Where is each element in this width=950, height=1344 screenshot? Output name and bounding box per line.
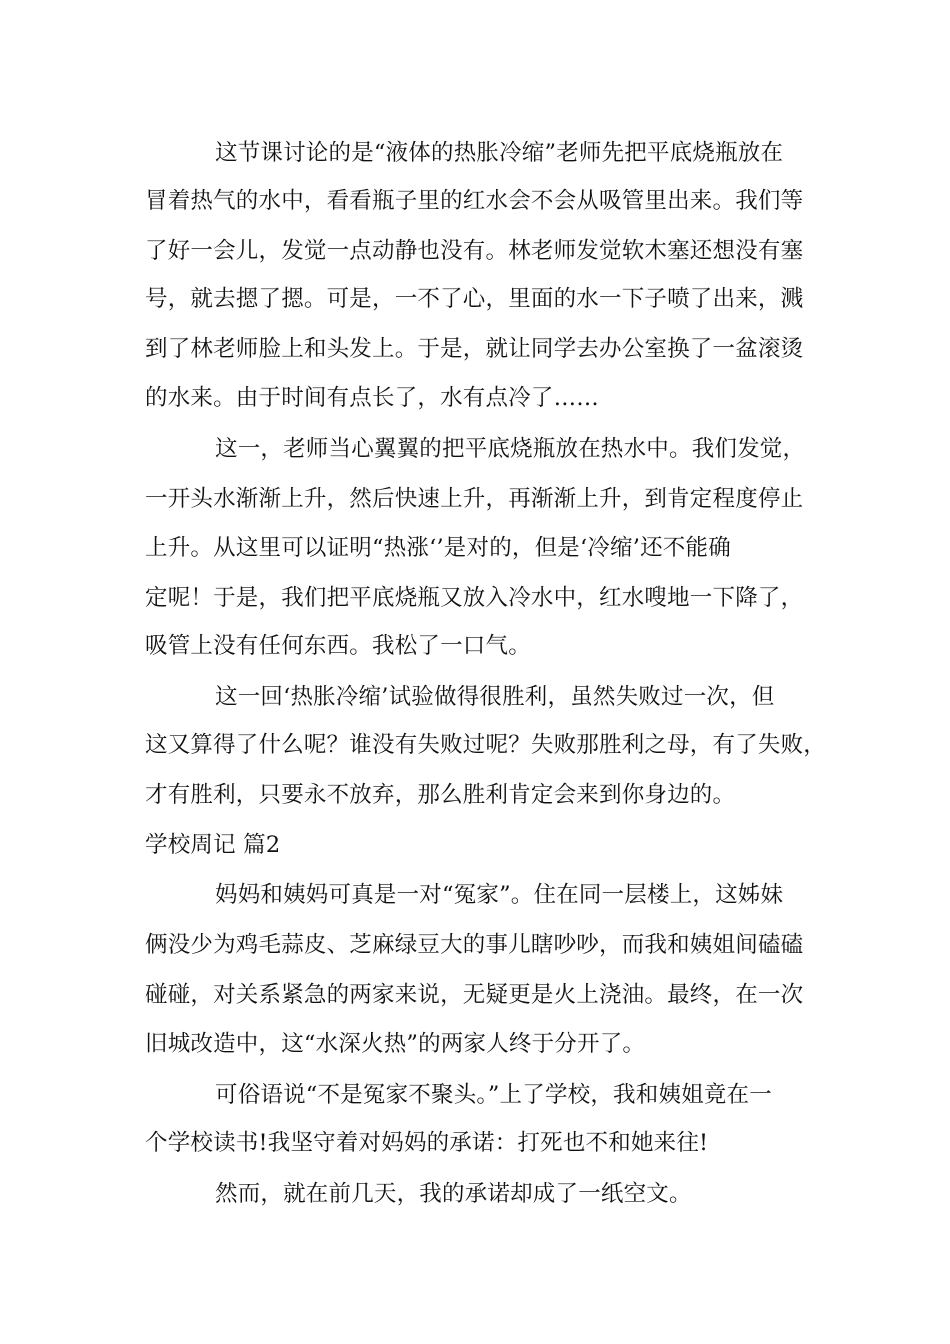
text-line: 这又算得了什么呢？谁没有失败过呢？失败那胜利之母，有了失败， (145, 732, 827, 758)
text-line: 才有胜利，只要永不放弃，那么胜利肯定会来到你身边的。 (145, 782, 736, 808)
text-line: 可俗语说“不是冤家不聚头。”上了学校，我和姨姐竟在一 (215, 1082, 772, 1108)
text-line: 个学校读书!我坚守着对妈妈的承诺：打死也不和她来往! (145, 1130, 709, 1156)
text-line: 号，就去摁了摁。可是，一不了心，里面的水一下子喷了出来，溅 (145, 286, 804, 312)
text-line: 了好一会儿，发觉一点动静也没有。林老师发觉软木塞还想没有塞 (145, 238, 804, 264)
text-line: 吸管上没有任何东西。我松了一口气。 (145, 633, 531, 659)
text-line: 这节课讨论的是“液体的热胀冷缩”老师先把平底烧瓶放在 (215, 140, 784, 166)
text-line: 这一回‘热胀冷缩’试验做得很胜利，虽然失败过一次，但 (215, 684, 775, 710)
text-line: 这一，老师当心翼翼的把平底烧瓶放在热水中。我们发觉， (215, 436, 806, 462)
text-line: 冒着热气的水中，看看瓶子里的红水会不会从吸管里出来。我们等 (145, 188, 804, 214)
text-line: 然而，就在前几天，我的承诺却成了一纸空文。 (215, 1181, 692, 1207)
section-heading: 学校周记 篇2 (145, 832, 281, 858)
text-line: 妈妈和姨妈可真是一对“冤家”。住在同一层楼上，这姊妹 (215, 882, 784, 908)
text-line: 上升。从这里可以证明“热涨‘’是对的，但是‘冷缩’还不能确 (145, 535, 731, 561)
text-line: 一开头水渐渐上升，然后快速上升，再渐渐上升，到肯定程度停止 (145, 486, 804, 512)
text-line: 到了林老师脸上和头发上。于是，就让同学去办公室换了一盆滚烫 (145, 336, 804, 362)
text-line: 碰碰，对关系紧急的两家来说，无疑更是火上浇油。最终，在一次 (145, 982, 804, 1008)
text-line: 的水来。由于时间有点长了，水有点冷了…… (145, 385, 600, 411)
text-line: 定呢！于是，我们把平底烧瓶又放入冷水中，红水嗖地一下降了， (145, 585, 804, 611)
text-line: 俩没少为鸡毛蒜皮、芝麻绿豆大的事儿瞎吵吵，而我和姨姐间磕磕 (145, 932, 804, 958)
text-line: 旧城改造中，这“水深火热”的两家人终于分开了。 (145, 1031, 646, 1057)
